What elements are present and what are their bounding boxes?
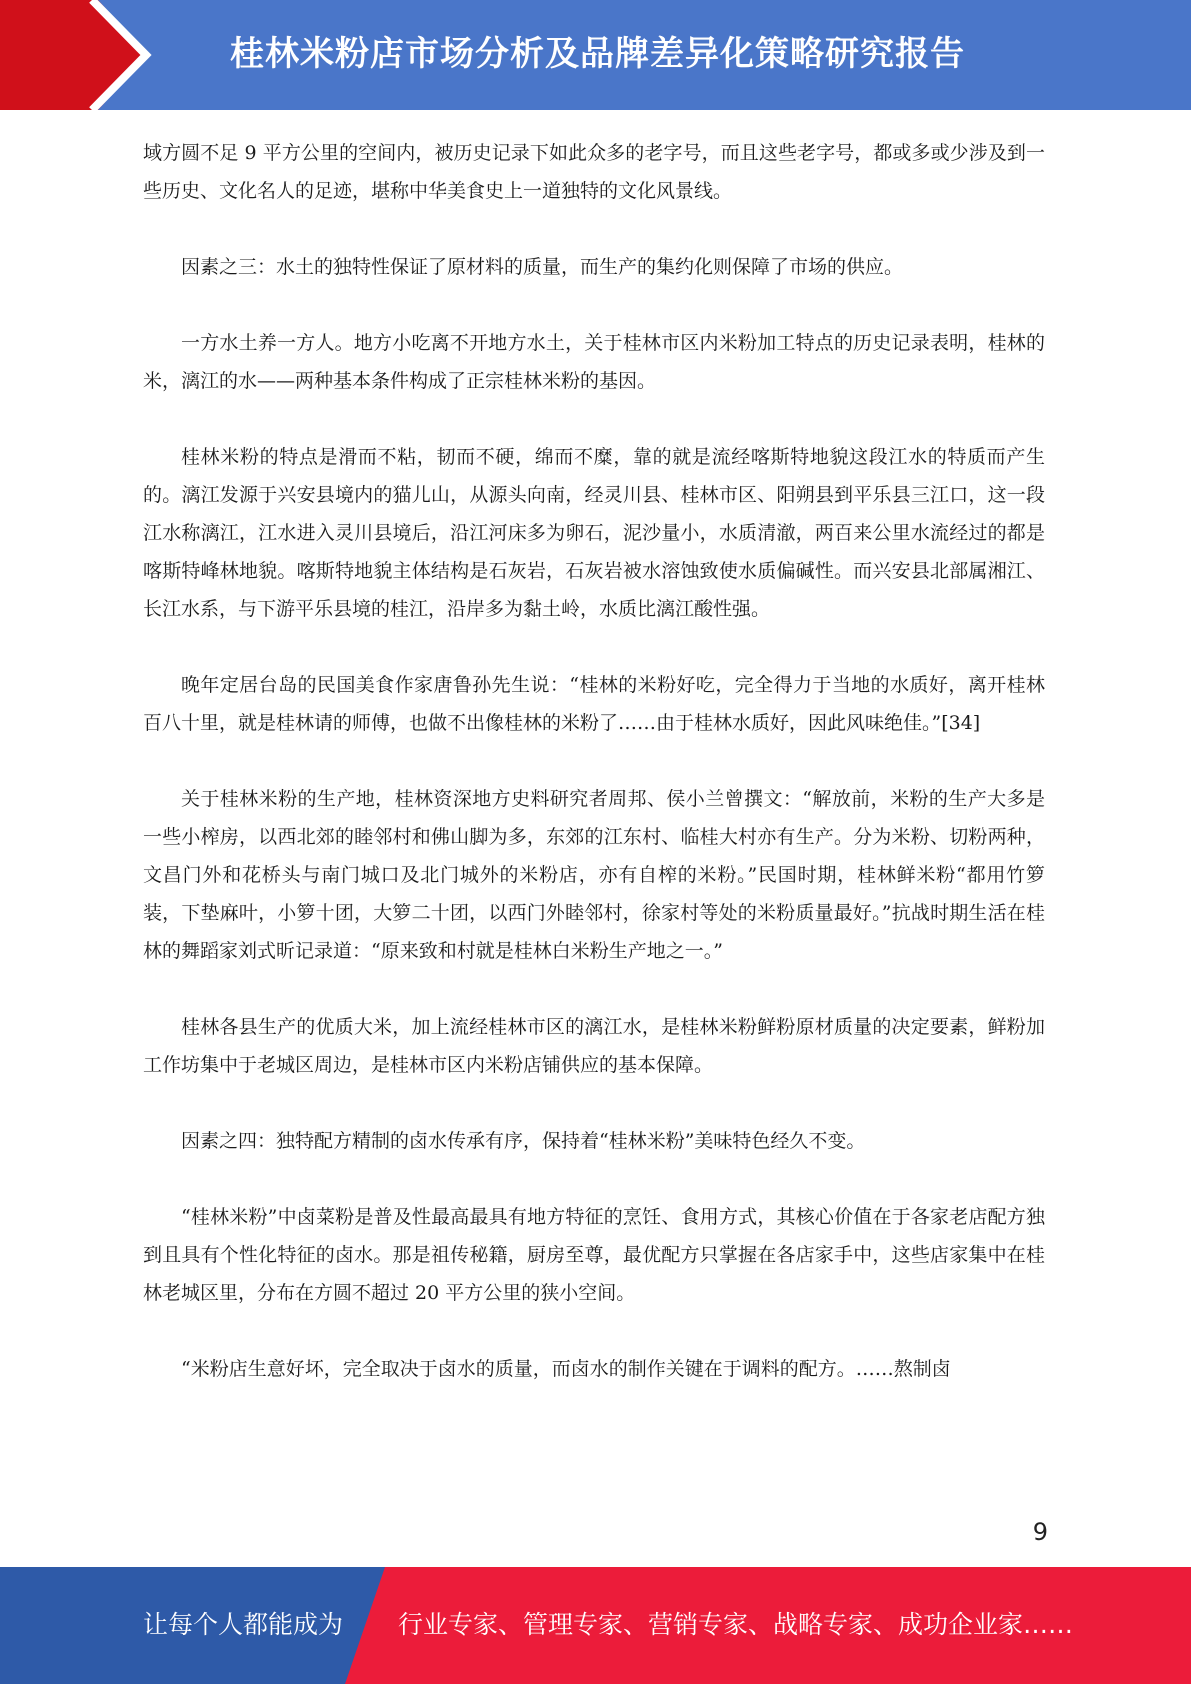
paragraph: 桂林各县生产的优质大米，加上流经桂林市区的漓江水，是桂林米粉鲜粉原材质量的决定要素，鲜粉加工作坊集中于老城区周边，是桂林市区内米粉店铺供应的基本保障。 [143,1016,1045,1076]
paragraph-factor-four: 因素之四：独特配方精制的卤水传承有序，保持着“桂林米粉”美味特色经久不变。 [181,1130,866,1152]
paragraph-factor-three: 因素之三：水土的独特性保证了原材料的质量，而生产的集约化则保障了市场的供应。 [181,256,904,278]
footer-slogan-right: 行业专家、管理专家、营销专家、战略专家、成功企业家…… [398,1610,1074,1639]
paragraph: “桂林米粉”中卤菜粉是普及性最高最具有地方特征的烹饪、食用方式，其核心价值在于各家老店配方独到且具有个性化特征的卤水。那是祖传秘籍，厨房至尊，最优配方只掌握在各店家手中，这些店家集中在桂林老城区里，分布在方圆不超过 20 平方公里的狭小空间。 [143,1206,1045,1304]
paragraph-continued: 域方圆不足 9 平方公里的空间内，被历史记录下如此众多的老字号，而且这些老字号，都或多或少涉及到一些历史、文化名人的足迹，堪称中华美食史上一道独特的文化风景线。 [143,142,1045,202]
paragraph: 关于桂林米粉的生产地，桂林资深地方史料研究者周邦、侯小兰曾撰文：“解放前，米粉的生产大多是一些小榨房，以西北郊的睦邻村和佛山脚为多，东郊的江东村、临桂大村亦有生产。分为米粉、切粉两种，文昌门外和花桥头与南门城口及北门城外的米粉店，亦有自榨的米粉。”民国时期，桂林鲜米粉“都用竹箩装，下垫麻叶，小箩十团，大箩二十团，以西门外睦邻村，徐家村等处的米粉质量最好。”抗战时期生活在桂林的舞蹈家刘式昕记录道：“原来致和村就是桂林白米粉生产地之一。” [143,788,1045,962]
footer-slogan-left: 让每个人都能成为 [143,1610,344,1639]
page-title: 桂林米粉店市场分析及品牌差异化策略研究报告 [230,34,965,74]
page-header [0,0,1191,110]
paragraph: 一方水土养一方人。地方小吃离不开地方水土，关于桂林市区内米粉加工特点的历史记录表明，桂林的米，漓江的水——两种基本条件构成了正宗桂林米粉的基因。 [143,332,1045,392]
paragraph-quote: 晚年定居台岛的民国美食作家唐鲁孙先生说：“桂林的米粉好吃，完全得力于当地的水质好，离开桂林百八十里，就是桂林请的师傅，也做不出像桂林的米粉了……由于桂林水质好，因此风味绝佳。”[34] [143,674,1045,734]
document-body [143,130,1045,1426]
page-number: 9 [1032,1518,1048,1546]
paragraph: 桂林米粉的特点是滑而不粘，韧而不硬，绵而不糜，靠的就是流经喀斯特地貌这段江水的特质而产生的。漓江发源于兴安县境内的猫儿山，从源头向南，经灵川县、桂林市区、阳朔县到平乐县三江口，这一段江水称漓江，江水进入灵川县境后，沿江河床多为卵石，泥沙量小，水质清澈，两百来公里水流经过的都是喀斯特峰林地貌。喀斯特地貌主体结构是石灰岩，石灰岩被水溶蚀致使水质偏碱性。而兴安县北部属湘江、长江水系，与下游平乐县境的桂江，沿岸多为黏土岭，水质比漓江酸性强。 [143,446,1045,620]
page-footer [0,1567,1191,1684]
paragraph-continues: “米粉店生意好坏，完全取决于卤水的质量，而卤水的制作关键在于调料的配方。……熬制卤 [181,1358,951,1380]
